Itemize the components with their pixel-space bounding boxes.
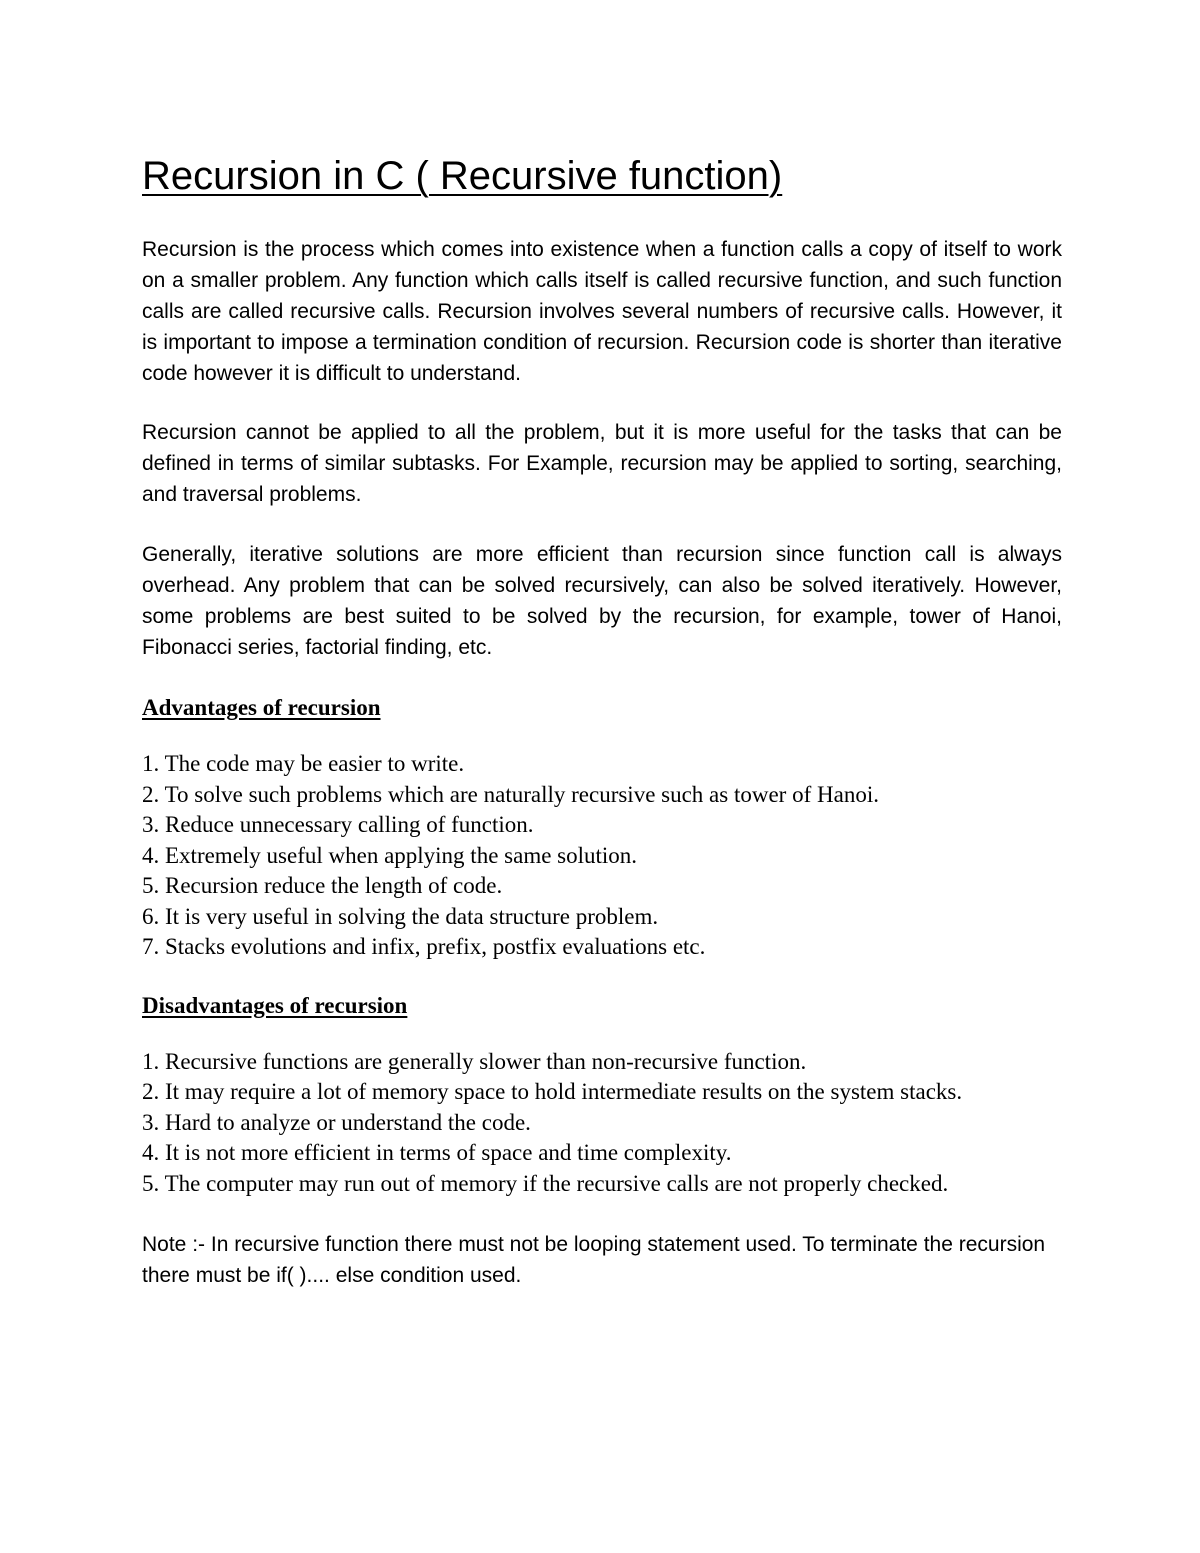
disadvantages-list: [142, 1047, 1022, 1200]
list-item: 4. It is not more efficient in terms of space and time complexity.: [142, 1140, 732, 1165]
list-item: 6. It is very useful in solving the data structure problem.: [142, 903, 659, 929]
efficiency-paragraph: Generally, iterative solutions are more efficient than recursion since function call is always overhead. Any problem that can be solved recursively, can also be solved iteratively. However, some problems are best suited to be solved by the recursion, for example, tower of Hanoi, Fibonacci series, factorial finding, etc.: [142, 543, 1062, 659]
applicability-paragraph: Recursion cannot be applied to all the problem, but it is more useful for the tasks that can be defined in terms of similar subtasks. For Example, recursion may be applied to sorting, searching, and traversal problems.: [142, 421, 1062, 506]
document-page: [142, 150, 1062, 1291]
advantages-list: [142, 749, 1062, 963]
list-item: 7. Stacks evolutions and infix, prefix, postfix evaluations etc.: [142, 934, 706, 959]
list-item: 3. Hard to analyze or understand the code.: [142, 1109, 531, 1135]
page-title: Recursion in C ( Recursive function): [142, 154, 783, 198]
list-item: 5. Recursion reduce the length of code.: [142, 873, 503, 898]
list-item: 1. Recursive functions are generally slower than non-recursive function.: [142, 1048, 807, 1074]
list-item: 2. It may require a lot of memory space to hold intermediate results on the system stacks.: [142, 1079, 963, 1104]
list-item: 2. To solve such problems which are naturally recursive such as tower of Hanoi.: [142, 781, 879, 807]
list-item: 4. Extremely useful when applying the same solution.: [142, 842, 638, 868]
advantages-heading: Advantages of recursion: [142, 695, 381, 720]
list-item: 3. Reduce unnecessary calling of function.: [142, 812, 534, 837]
intro-paragraph: Recursion is the process which comes into existence when a function calls a copy of itself to work on a smaller problem. Any function which calls itself is called recursive function, and such function calls are called recursive calls. Recursion involves several numbers of recursive calls. However, it is important to impose a termination condition of recursion. Recursion code is shorter than iterative code however it is difficult to understand.: [142, 238, 1062, 385]
disadvantages-heading: Disadvantages of recursion: [142, 992, 408, 1018]
list-item: 1. The code may be easier to write.: [142, 751, 465, 776]
note-paragraph: Note :- In recursive function there must not be looping statement used. To terminate the recursion there must be if( ).... else condition used.: [142, 1233, 1046, 1287]
list-item: 5. The computer may run out of memory if the recursive calls are not properly checked.: [142, 1170, 949, 1196]
